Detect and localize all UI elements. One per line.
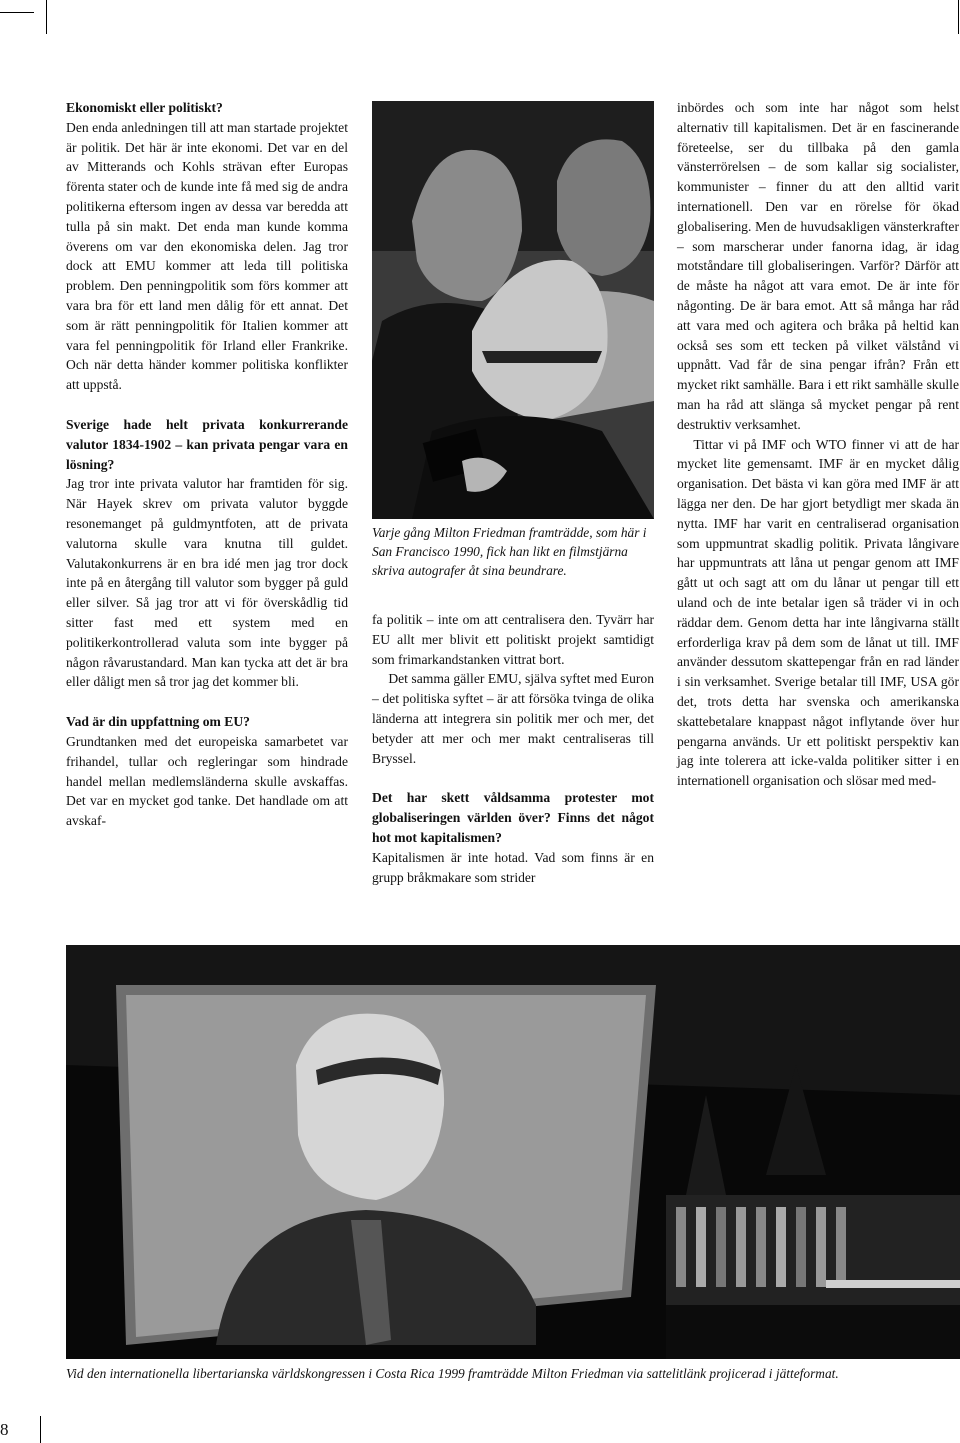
paragraph-eu: Grundtanken med det europeiska samarbetet var frihandel, tullar och regleringar som hindrade handel mellan medlemsländerna skulle avskaffas. Det var en mycket god tanke. Det handlade om att avskaf- [66,733,348,829]
column-middle [372,610,654,887]
paragraph-eu-continued: fa politik – inte om att centralisera den. Tyvärr har EU allt mer blivit ett politiskt projekt samtidigt som frimarkandstanken vittrat bort. [372,612,654,667]
heading-ekonomiskt: Ekonomiskt eller politiskt? [66,100,223,115]
paragraph-privata-valutor: Jag tror inte privata valutor har framtiden för sig. När Hayek skrev om privata valutor byggde resonemanget på guldmyntfoten, att de privata valutorna skulle vara knutna till guldet. Valutakonkurrens är en bra idé men jag tror dock inte på en återgång till valutor som bygger på guld eller silver. Så jag tror att vi för överskådlig tid sitter fast med ett system med en politikerkontrollerad valuta som inte bygger på någon råvarustandard. Man kan tycka att det är bra eller dåligt men så tror jag det kommer bli. [66,476,348,690]
paragraph-emu-politik: Den enda anledningen till att man startade projektet är politik. Det här är inte ekonomi. Det var en del av Mitterands och Kohls strävan efter Europas förenta stater och de kunde inte få med sig de andra politikerna eftersom ingen av dessa var beredda att tulla på sin makt. Det enda man kunde komma överens om var den ekonomiska delen. Jag tror dock att EMU kommer att leda till politiska problem. Den penningpolitik som förs kommer att vara bra för ett land men dålig för ett annat. Det som är rätt penningpolitik för Italien kommer att vara fel penningpolitik för Irland eller Frankrike. Och när detta händer kommer politiska konflikter att uppstå. [66,119,348,393]
photo-friedman-autographs [372,101,654,519]
paragraph-kapitalismen: Kapitalismen är inte hotad. Vad som finns är en grupp bråkmakare som strider [372,849,654,885]
photo-caption-friedman-autographs: Varje gång Milton Friedman framträdde, som här i San Francisco 1990, fick han likt en filmstjärna skriva autografer åt sina beundrare. [372,525,647,578]
page-number: 8 [0,1420,9,1439]
column-left [66,98,348,831]
question-globalisering: Det har skett våldsamma protester mot globaliseringen världen över? Finns det något hot mot kapitalismen? [372,790,654,845]
column-right [677,98,959,791]
question-eu: Vad är din uppfattning om EU? [66,714,250,730]
page-number-rule [40,1416,41,1443]
photo-friedman-projection [66,945,960,1359]
crop-mark-top-right-v [958,0,959,34]
question-privata-valutor: Sverige hade helt privata konkurrerande valutor 1834-1902 – kan privata pengar vara en lösning? [66,416,348,472]
photo-caption-friedman-projection: Vid den internationella libertarianska världskongressen i Costa Rica 1999 framträdde Milton Friedman via sattelitlänk projicerad i jätteformat. [66,1366,839,1381]
paragraph-emu-syfte: Det samma gäller EMU, själva syftet med Euron – det politiska syftet – är att försöka tvinga de olika länderna att integrera sin politik mer och mer, det betyder att mer och mer makt centraliseras till Bryssel. [372,671,654,766]
paragraph-imf-wto: Tittar vi på IMF och WTO finner vi att de har mycket lite gemensamt. IMF är en mycket dålig organisation. Det bästa vi kan göra med IMF är att lägga ner den. De har gjort betydligt mer skada än nytta. IMF har varit en centraliserad organisation som uppmuntrat skadlig politik. Privata långivare har uppmuntrats att låna ut pengar genom att IMF gått ut och sagt att om du lånar ut pengar till ett uland och de inte betalar igen så träder vi in och räddar dem. Genom detta har inte långivarna ställt erforderliga krav på dem som de lånat ut till. IMF använder dessutom skattepengar från en rad länder i sin verksamhet. Sverige betalar till IMF, USA gör det, trots detta har svenska och amerikanska skattebetalare knappast något inflytande över hur pengarna används. Ur ett politiskt perspektiv kan jag inte tolerera att icke-valda politiker sitter i en internationell organisation och slösar med med- [677,436,959,789]
crop-mark-top-left-v [46,0,47,34]
crop-mark-top-left-h [0,12,34,13]
paragraph-vansterrorelsen: inbördes och som inte har något som helst alternativ till kapitalismen. Det är en fascinerande företeelse, ser du tillbaka på den gamla vänsterrörelsen – de som kallar sig socialister, kommunister – finner du att den alltid varit internationell. Den var en rörelse för ökad globalisering. Men de huvudsakligen vänsterkrafter – som marscherar under fanorna idag, är idag motståndare till globaliseringen. Varför? Därför att de måste ha något att vara emot. De är inte för någonting. De är bara emot. Att så många har råd att vara med och agitera och bråka på heltid kan också ses som ett tecken på vilket välstånd vi uppnått. Vad får de sina pengar ifrån? Från ett mycket rikt samhälle. Bara i ett rikt samhälle skulle man ha råd att slänga så mycket pengar på rent destruktiv verksamhet. [677,100,959,432]
